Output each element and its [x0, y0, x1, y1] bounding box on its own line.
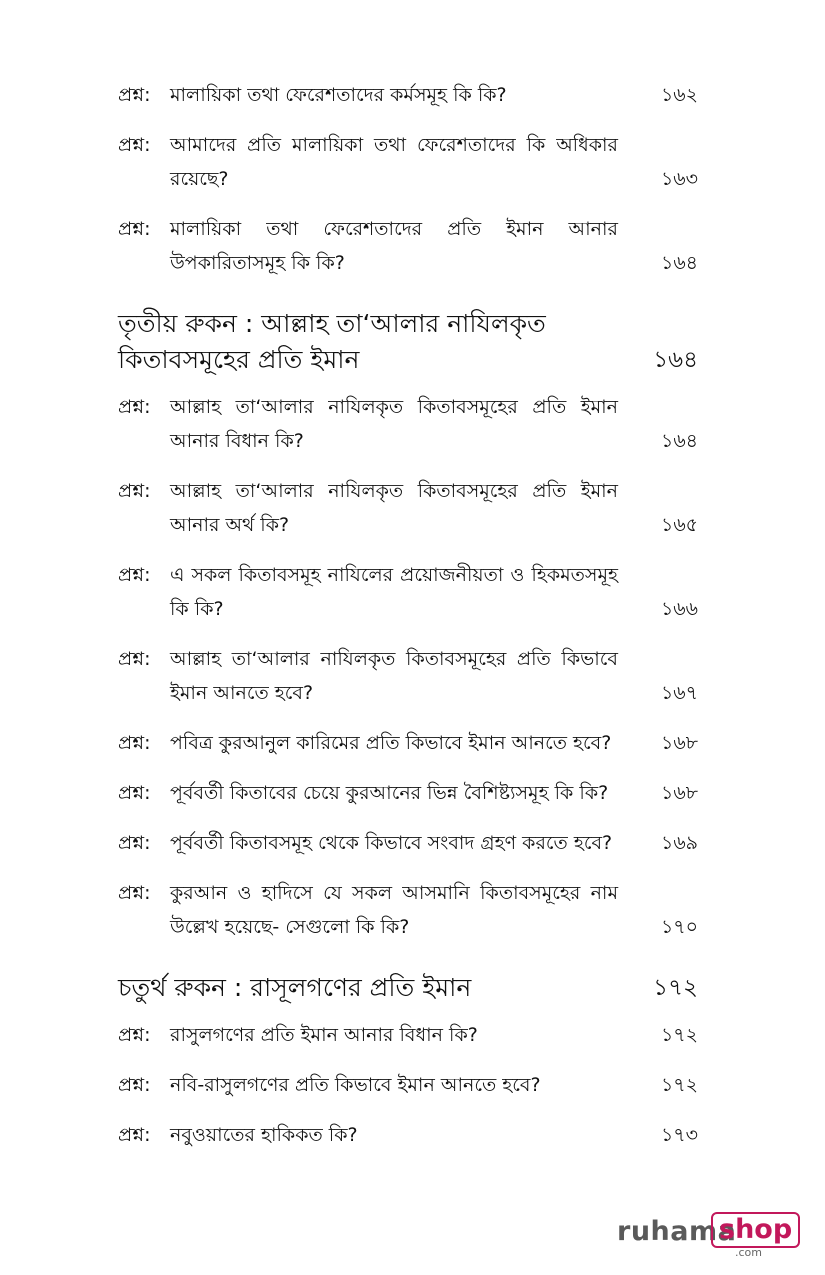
question-text: আল্লাহ তা‘আলার নাযিলকৃত কিতাবসমূহের প্রতি ইমান আনার বিধান কি?: [170, 396, 618, 452]
question-prefix: প্রশ্ন:: [118, 732, 151, 754]
question-prefix: প্রশ্ন:: [118, 1074, 151, 1096]
question-text: পবিত্র কুরআনুল কারিমের প্রতি কিভাবে ইমান আনতে হবে?: [170, 732, 612, 754]
page-number: ১৭০: [660, 916, 698, 938]
question-text: মালায়িকা তথা ফেরেশতাদের কর্মসমূহ কি কি?: [170, 84, 507, 106]
toc-section-heading: [118, 306, 698, 378]
page-number: ১৬৯: [660, 832, 698, 854]
question-text: এ সকল কিতাবসমূহ নাযিলের প্রয়োজনীয়তা ও হিকমতসমূহ কি কি?: [170, 564, 618, 620]
section-title: চতুর্থ রুকন : রাসূলগণের প্রতি ইমান: [118, 973, 472, 1002]
page-number: ১৬৮: [660, 782, 698, 804]
page-number: ১৬৪: [653, 347, 698, 373]
question-text: আল্লাহ তা‘আলার নাযিলকৃত কিতাবসমূহের প্রতি কিভাবে ইমান আনতে হবে?: [170, 648, 618, 704]
page-number: ১৬৮: [660, 732, 698, 754]
table-of-contents: [118, 78, 698, 1168]
page-number: ১৭২: [660, 1024, 698, 1046]
toc-question: [118, 558, 698, 626]
toc-question: [118, 128, 698, 196]
toc-question: [118, 390, 698, 458]
question-prefix: প্রশ্ন:: [118, 84, 151, 106]
question-prefix: প্রশ্ন:: [118, 782, 151, 804]
toc-question: [118, 826, 698, 860]
question-prefix: প্রশ্ন:: [118, 134, 151, 156]
page-number: ১৬২: [660, 84, 698, 106]
logo-word-ruhama: ruhama: [617, 1216, 737, 1247]
page-number: ১৬৭: [660, 682, 698, 704]
question-text: মালায়িকা তথা ফেরেশতাদের প্রতি ইমান আনার উপকারিতাসমূহ কি কি?: [170, 218, 618, 274]
page-number: ১৭৩: [660, 1124, 698, 1146]
toc-question: [118, 776, 698, 810]
question-text: পূর্ববর্তী কিতাবসমূহ থেকে কিভাবে সংবাদ গ্রহণ করতে হবে?: [170, 832, 613, 854]
question-text: পূর্ববর্তী কিতাবের চেয়ে কুরআনের ভিন্ন বৈশিষ্ট্যসমূহ কি কি?: [170, 782, 609, 804]
page-number: ১৭২: [660, 1074, 698, 1096]
section-title: তৃতীয় রুকন : আল্লাহ তা‘আলার নাযিলকৃত কিতাবসমূহের প্রতি ইমান: [118, 309, 546, 374]
toc-section-heading: [118, 970, 698, 1006]
question-prefix: প্রশ্ন:: [118, 480, 151, 502]
page-number: ১৬৬: [660, 598, 698, 620]
question-prefix: প্রশ্ন:: [118, 218, 151, 240]
page-number: ১৬৩: [660, 168, 698, 190]
question-text: রাসুলগণের প্রতি ইমান আনার বিধান কি?: [170, 1024, 478, 1046]
page-number: ১৬৫: [660, 514, 698, 536]
toc-question: [118, 78, 698, 112]
question-prefix: প্রশ্ন:: [118, 1124, 151, 1146]
toc-question: [118, 642, 698, 710]
question-prefix: প্রশ্ন:: [118, 648, 151, 670]
ruhamashop-logo: [617, 1210, 793, 1260]
toc-question: [118, 726, 698, 760]
question-prefix: প্রশ্ন:: [118, 882, 151, 904]
question-prefix: প্রশ্ন:: [118, 564, 151, 586]
question-text: নবি-রাসুলগণের প্রতি কিভাবে ইমান আনতে হবে?: [170, 1074, 541, 1096]
question-text: কুরআন ও হাদিসে যে সকল আসমানি কিতাবসমূহের নাম উল্লেখ হয়েছে- সেগুলো কি কি?: [170, 882, 618, 938]
logo-domain: .com: [735, 1246, 762, 1259]
page-number: ১৬৪: [660, 430, 698, 452]
question-text: আল্লাহ তা‘আলার নাযিলকৃত কিতাবসমূহের প্রতি ইমান আনার অর্থ কি?: [170, 480, 618, 536]
toc-question: [118, 1118, 698, 1152]
toc-question: [118, 1068, 698, 1102]
toc-question: [118, 474, 698, 542]
question-text: আমাদের প্রতি মালায়িকা তথা ফেরেশতাদের কি অধিকার রয়েছে?: [170, 134, 618, 190]
logo-word-shop: shop: [711, 1212, 800, 1248]
question-prefix: প্রশ্ন:: [118, 1024, 151, 1046]
question-prefix: প্রশ্ন:: [118, 396, 151, 418]
toc-question: [118, 1018, 698, 1052]
page-number: ১৬৪: [660, 252, 698, 274]
toc-question: [118, 876, 698, 944]
question-prefix: প্রশ্ন:: [118, 832, 151, 854]
page-number: ১৭২: [653, 975, 698, 1001]
toc-question: [118, 212, 698, 280]
question-text: নবুওয়াতের হাকিকত কি?: [170, 1124, 358, 1146]
